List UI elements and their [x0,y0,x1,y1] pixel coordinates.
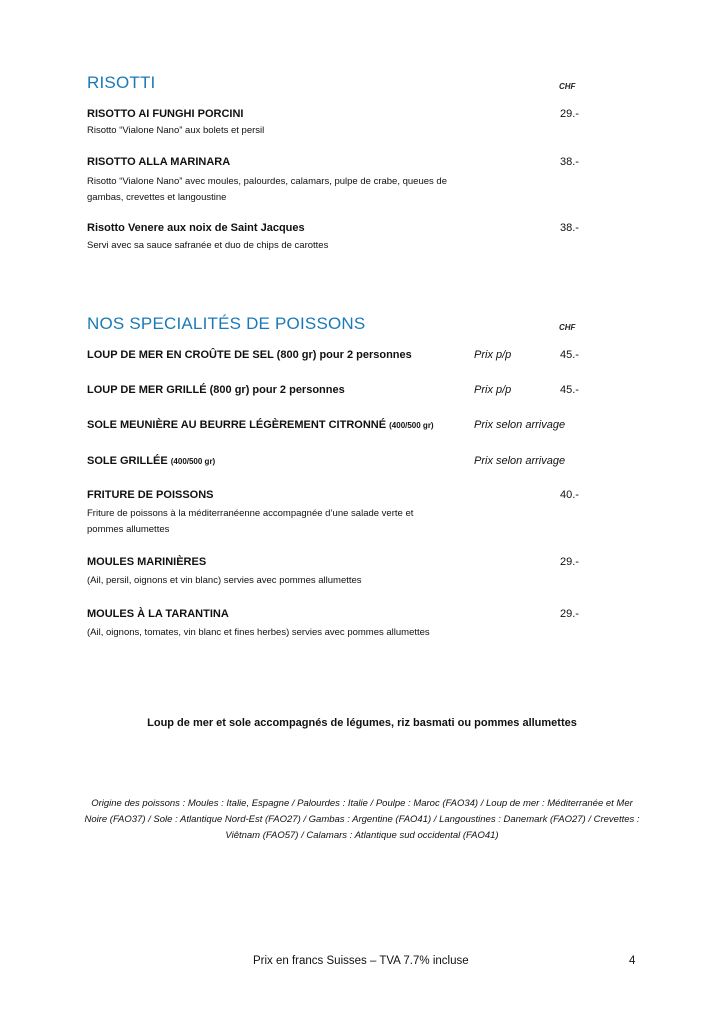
price-note: Prix p/p [474,384,512,396]
dish-price: 38.- [560,156,579,168]
dish-name: FRITURE DE POISSONS [87,489,214,501]
dish-price: 45.- [560,384,579,396]
dish-name-text: SOLE MEUNIÈRE AU BEURRE LÉGÈREMENT CITRONNÉ [87,419,387,431]
dish-name: LOUP DE MER GRILLÉ (800 gr) pour 2 personnes [87,384,345,396]
dish-description: Friture de poissons à la méditerranéenne accompagnée d’une salade verte et pommes allumettes [87,508,414,535]
dish-description: (Ail, persil, oignons et vin blanc) servies avec pommes allumettes [87,575,362,586]
dish-name-text: SOLE GRILLÉE [87,455,168,467]
origin-note: Origine des poissons : Moules : Italie, Espagne / Palourdes : Italie / Poulpe : Maroc (FAO34) / Loup de mer : Méditerranée et Mer Noire (FAO37) / Sole : Atlantique Nord-Est (FAO27) / Gambas : Argentine (FAO41) / Langoustines : Danemark (FAO27) / Crevettes : Viêtnam (FAO57) / Calamars : Atlantique sud occidental (FAO41) [84,798,640,841]
dish-name [87,419,434,431]
dish-price: 45.- [560,349,579,361]
page-number: 4 [629,955,636,967]
dish-price: 29.- [560,108,579,120]
dish-name: RISOTTO ALLA MARINARA [87,156,231,168]
section-title-risotti: RISOTTI [87,73,156,92]
currency-label-risotti: CHF [559,82,576,91]
accompaniment-note: Loup de mer et sole accompagnés de légumes, riz basmati ou pommes allumettes [147,717,577,729]
dish-name: LOUP DE MER EN CROÛTE DE SEL (800 gr) pour 2 personnes [87,349,412,361]
price-note: Prix selon arrivage [474,419,566,431]
dish-weight: (400/500 gr) [389,421,434,430]
footer-text: Prix en francs Suisses – TVA 7.7% incluse [253,955,469,967]
currency-label-poissons: CHF [559,323,576,332]
price-note: Prix selon arrivage [474,455,566,467]
dish-description: Risotto “Vialone Nano” avec moules, palourdes, calamars, pulpe de crabe, queues de gambas, crevettes et langoustine [87,176,447,203]
dish-description: Servi avec sa sauce safranée et duo de chips de carottes [87,240,329,251]
dish-price: 29.- [560,556,579,568]
dish-name: Risotto Venere aux noix de Saint Jacques [87,222,305,234]
dish-name [87,455,215,467]
dish-weight: (400/500 gr) [170,457,216,466]
section-title-poissons: NOS SPECIALITÉS DE POISSONS [87,314,366,333]
dish-name: RISOTTO AI FUNGHI PORCINI [87,108,244,120]
dish-name: MOULES MARINIÈRES [87,556,207,568]
dish-price: 29.- [560,608,579,620]
dish-price: 40.- [560,489,579,501]
dish-name: MOULES À LA TARANTINA [87,608,229,620]
dish-description: (Ail, oignons, tomates, vin blanc et fines herbes) servies avec pommes allumettes [87,627,430,638]
price-note: Prix p/p [474,349,512,361]
dish-price: 38.- [560,222,579,234]
dish-description: Risotto “Vialone Nano” aux bolets et persil [87,125,265,136]
